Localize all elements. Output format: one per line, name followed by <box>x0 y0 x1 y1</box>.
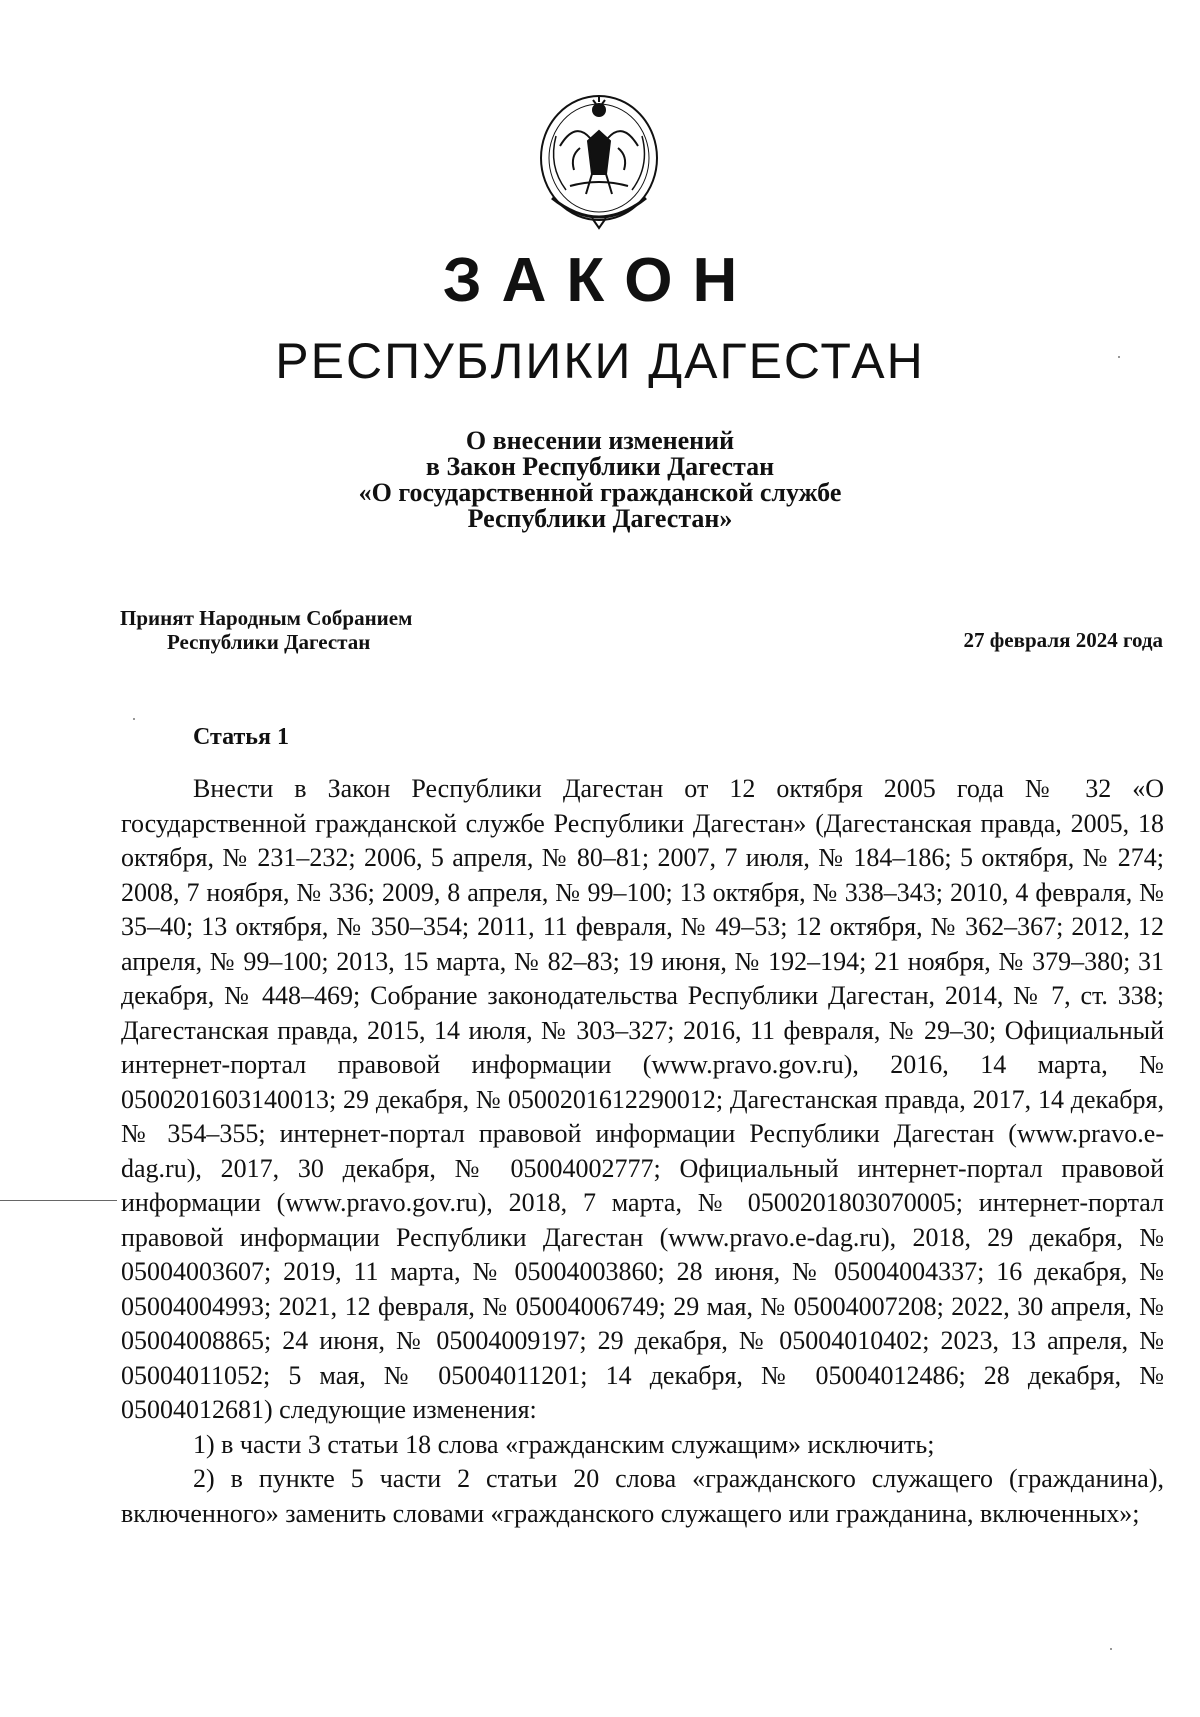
scan-artifact-line <box>0 1200 117 1201</box>
law-title-line: в Закон Республики Дагестан <box>425 452 775 481</box>
article-paragraph: Внести в Закон Республики Дагестан от 12 октября 2005 года № 32 «О государственной гражданской службе Республики Дагестан» (Дагестанская правда, 2005, 18 октября, № 231–232; 2006, 5 апреля, № 80–81; 2007, 7 июля, № 184–186; 5 октября, № 274; 2008, 7 ноября, № 336; 2009, 8 апреля, № 99–100; 13 октября, № 338–343; 2010, 4 февраля, № 35–40; 13 октября, № 350–354; 2011, 11 февраля, № 49–53; 12 октября, № 362–367; 2012, 12 апреля, № 99–100; 2013, 15 марта, № 82–83; 19 июня, № 192–194; 21 ноября, № 379–380; 31 декабря, № 448–469; Собрание законодательства Республики Дагестан, 2014, № 7, ст. 338; Дагестанская правда, 2015, 14 июля, № 303–327; 2016, 11 февраля, № 29–30; Официальный интернет-портал правовой информации (www.pravo.gov.ru), 2016, 14 марта, № 0500201603140013; 29 декабря, № 0500201612290012; Дагестанская правда, 2017, 14 декабря, № 354–355; интернет-портал правовой информации Республики Дагестан (www.pravo.e-dag.ru), 2017, 30 декабря, № 05004002777; Официальный интернет-портал правовой информации (www.pravo.gov.ru), 2018, 7 марта, № 0500201803070005; интернет-портал правовой информации Республики Дагестан (www.pravo.e-dag.ru), 2018, 29 декабря, № 05004003607; 2019, 11 марта, № 05004003860; 28 июня, № 05004004337; 16 декабря, № 05004004993; 2021, 12 февраля, № 05004006749; 29 мая, № 05004007208; 2022, 30 апреля, № 05004008865; 24 июня, № 05004009197; 29 декабря, № 05004010402; 2023, 13 апреля, № 05004011052; 5 мая, № 05004011201; 14 декабря, № 05004012486; 28 декабря, № 05004012681) следующие изменения: <box>121 774 1164 1424</box>
adoption-date: 27 февраля 2024 года <box>963 628 1163 652</box>
law-title-line: О внесении изменений <box>465 426 735 455</box>
law-title <box>0 428 1200 532</box>
article-paragraph: 2) в пункте 5 части 2 статьи 20 слова «гражданского служащего (гражданина), включенного» заменить словами «гражданского служащего или гражданина, включенных»; <box>121 1464 1164 1528</box>
article-paragraph: 1) в части 3 статьи 18 слова «гражданским служащим» исключить; <box>193 1429 935 1459</box>
law-title-line: «О государственной гражданской службе <box>358 478 842 507</box>
scan-speck <box>1118 356 1120 358</box>
scan-speck <box>133 718 135 720</box>
article-body <box>121 772 1164 1531</box>
law-word-title: ЗАКОН <box>442 246 758 315</box>
dagestan-coat-of-arms-icon <box>530 86 668 232</box>
law-title-line: Республики Дагестан» <box>467 504 733 533</box>
article-heading: Статья 1 <box>193 724 289 750</box>
scan-speck <box>1110 1648 1112 1650</box>
adoption-line: Принят Народным Собранием <box>120 606 413 630</box>
republic-title: РЕСПУБЛИКИ ДАГЕСТАН <box>275 333 925 389</box>
adoption-line: Республики Дагестан <box>167 630 371 654</box>
adoption-note <box>120 606 412 654</box>
